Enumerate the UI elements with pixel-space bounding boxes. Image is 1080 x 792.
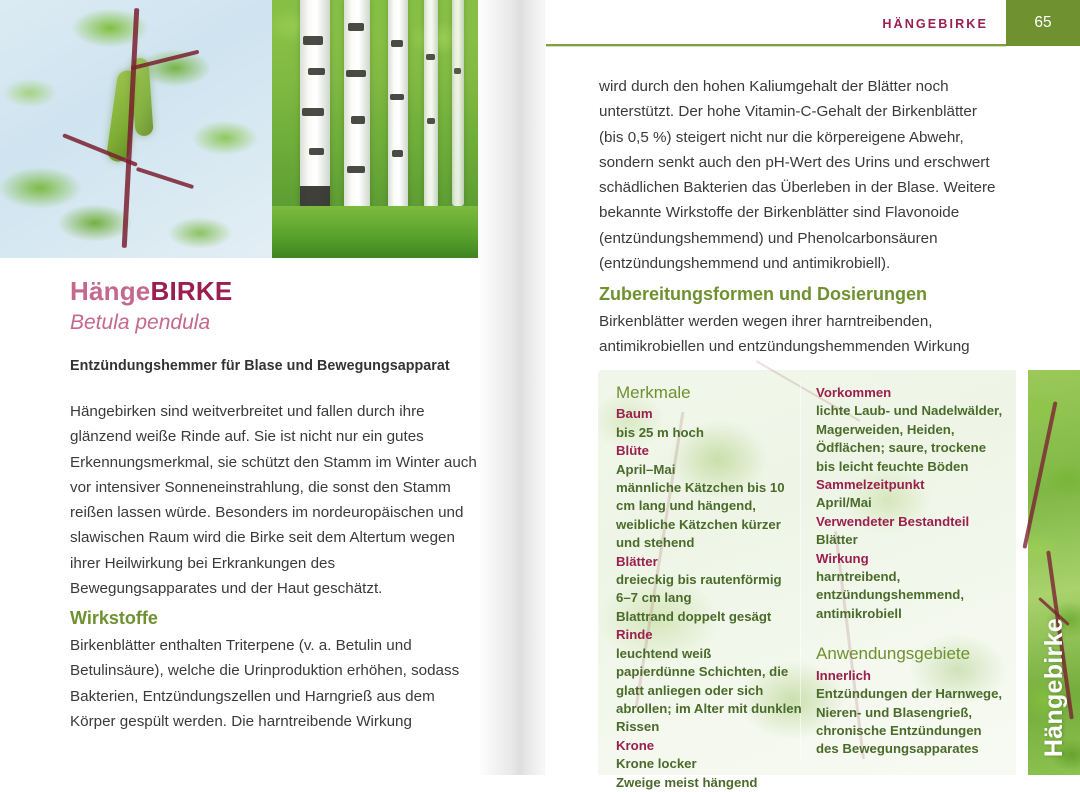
fact-value: Krone locker <box>616 756 697 772</box>
fact-key: Blüte <box>616 443 649 459</box>
vorkommen-entries <box>816 384 1006 623</box>
header-rule-highlight <box>546 46 1006 47</box>
fact-value: 6–7 cm lang <box>616 590 692 606</box>
fact-value: männliche Kätzchen bis 10 cm lang und hängend, weibliche Kätzchen kürzer und stehend <box>616 480 785 551</box>
fact-value: April/Mai <box>816 495 872 511</box>
stem-shape-4 <box>136 167 194 189</box>
fact-key: Baum <box>616 406 653 422</box>
fact-key: Verwendeter Bestandteil <box>816 513 970 529</box>
fact-key: Innerlich <box>816 667 871 683</box>
fact-value: Blätter <box>816 532 858 548</box>
fact-value: bis 25 m hoch <box>616 424 704 440</box>
wirkstoffe-paragraph: Birkenblätter enthalten Triterpene (v. a. Betulin und Betulinsäure), welche die Urinproduktion erhöhen, sodass Bakterien, Entzündungszellen und Harngrieß aus dem Körper gespült werden. Die harntreibende Wirkung <box>70 637 460 730</box>
fact-key: Blätter <box>616 553 658 569</box>
birch-trunk-3 <box>388 0 408 226</box>
fact-value: Zweige meist hängend <box>616 774 758 790</box>
hero-image-block <box>0 0 478 258</box>
fact-value: lichte Laub- und Nadelwälder, Magerweiden, Heiden, Ödflächen; saure, trockene bis leicht feuchte Böden <box>816 403 1003 474</box>
chapter-side-tab[interactable] <box>1028 370 1080 775</box>
infobox-left-column <box>616 384 806 792</box>
fact-key: Vorkommen <box>816 385 892 400</box>
plant-title-part1: Hänge <box>70 276 151 306</box>
infobox-right-column <box>816 384 1006 759</box>
fact-value: dreieckig bis rautenförmig <box>616 572 782 588</box>
birch-trunk-2 <box>344 0 370 238</box>
fact-value: leuchtend weiß <box>616 645 712 661</box>
fact-key: Rinde <box>616 627 653 643</box>
page-gutter-shadow <box>478 0 546 775</box>
wirkstoffe-heading: Wirkstoffe <box>70 608 158 628</box>
birch-leaves-and-catkins-photo <box>0 0 272 258</box>
page-number: 65 <box>1034 14 1052 31</box>
fact-value: papierdünne Schichten, die glatt anliegen oder sich abrollen; im Alter mit dunklen Rissen <box>616 664 802 735</box>
intro-paragraph: Hängebirken sind weitverbreitet und fallen durch ihre glänzend weiße Rinde auf. Sie ist nicht nur ein gutes Erkennungsmerkmal, sie schützt den Stamm im Winter auch vor intensiver Sonneneinstrahlung, die sonst den Stamm reißen lassen würde. Besonders im nordeuropäischen und slawischen Raum wird die Birke seit dem Altertum wegen ihrer Heilwirkung bei Erkrankungen des Bewegungsapparates und der Haut geschätzt. <box>70 403 477 598</box>
fact-key: Krone <box>616 737 655 753</box>
anwendungsgebiete-heading: Anwendungsgebiete <box>816 644 971 664</box>
merkmale-heading: Merkmale <box>616 383 691 402</box>
fact-value: Entzündungen der Harnwege, Nieren- und Blasengrieß, chronische Entzündungen des Bewegungsapparates <box>816 686 1003 757</box>
birch-trunk-5 <box>452 0 464 206</box>
fact-value: harntreibend, entzündungshemmend, antimikrobiell <box>816 569 964 621</box>
meadow-ground <box>272 206 478 258</box>
plant-latin-name: Betula pendula <box>70 311 211 334</box>
fact-key: Sammelzeitpunkt <box>816 477 925 493</box>
plant-facts-box <box>598 370 1016 790</box>
fact-key: Wirkung <box>816 550 869 566</box>
continued-paragraph: wird durch den hohen Kaliumgehalt der Blätter noch unterstützt. Der hohe Vitamin-C-Gehalt der Birkenblätter (bis 0,5 %) steigert nicht nur die körpereigene Abwehr, sondern senkt auch den pH-Wert des Urins und erschwert schädlichen Bakterien das Überleben in der Blase. Weitere bekannte Wirkstoffe der Birkenblätter sind Flavonoide (entzündungshemmend) und Phenolcarbonsäuren (entzündungshemmend und antimikrobiell). <box>599 78 996 273</box>
running-header-title: HÄNGEBIRKE <box>882 17 988 31</box>
left-page <box>0 0 492 775</box>
anwendungsgebiete-entries <box>816 667 1006 759</box>
fact-value: April–Mai <box>616 461 676 477</box>
merkmale-entries <box>616 405 806 792</box>
zubereitungsformen-paragraph: Birkenblätter werden wegen ihrer harntreibenden, antimikrobiellen und entzündungshemmenden Wirkung <box>599 313 970 356</box>
plant-subtitle: Entzündungshemmer für Blase und Bewegungsapparat <box>70 358 450 374</box>
plant-title <box>70 276 232 307</box>
fact-value: Blattrand doppelt gesägt <box>616 608 772 624</box>
zubereitungsformen-heading: Zubereitungsformen und Dosierungen <box>599 284 928 304</box>
side-tab-label: Hängebirke <box>1039 617 1068 757</box>
birch-trunk-4 <box>424 0 438 214</box>
side-tab-label-wrap <box>1028 370 1080 775</box>
birch-trunks-forest-photo <box>272 0 478 258</box>
plant-title-part2: BIRKE <box>150 276 233 306</box>
